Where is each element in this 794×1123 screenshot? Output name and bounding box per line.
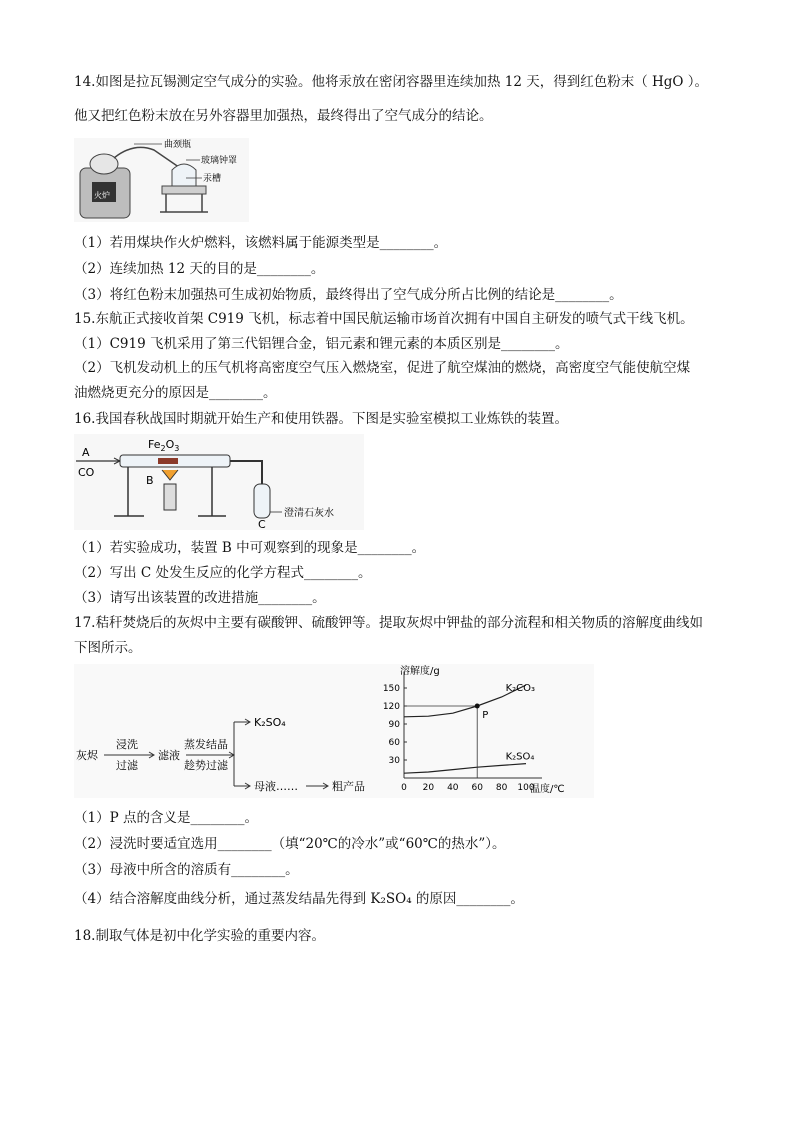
flow-step1-bottom: 过滤 [116, 759, 138, 772]
y-tick-label: 150 [382, 684, 400, 694]
flow-mother-liquor: 母液…… [254, 780, 298, 793]
q17-stem-line2: 下图所示。 [74, 640, 142, 656]
flow-step2-top: 蒸发结晶 [184, 738, 228, 751]
q15-sub2-line2: 油燃烧更充分的原因是________。 [74, 385, 277, 401]
q18-stem: 18.制取气体是初中化学实验的重要内容。 [74, 928, 325, 944]
flow-filtrate: 滤液 [158, 749, 180, 762]
x-tick-label: 40 [447, 783, 459, 793]
series-label: K₂SO₄ [505, 751, 535, 763]
flow-crude-product: 粗产品 [332, 780, 365, 793]
q17-stem-line1: 17.秸秆焚烧后的灰烬中主要有碳酸钾、硫酸钾等。提取灰烬中钾盐的部分流程和相关物质的溶解度曲线如 [74, 615, 703, 631]
y-axis-label: 溶解度/g [400, 666, 440, 677]
y-tick-label: 30 [388, 756, 400, 766]
label-c: C [258, 518, 266, 530]
fe2o3-label: $Fe_2O_3$ [148, 438, 180, 453]
iron-smelting-apparatus-figure [74, 434, 364, 530]
mercury-trough [162, 186, 206, 194]
q17-sub3: （3）母液中所含的溶质有________。 [74, 862, 299, 878]
x-tick-label: 0 [401, 783, 407, 793]
retort-label: 曲颈瓶 [164, 140, 192, 150]
trough-label: 汞槽 [203, 174, 222, 184]
y-tick-label: 90 [388, 720, 400, 730]
q17-sub4: （4）结合溶解度曲线分析，通过蒸发结晶先得到 K₂SO₄ 的原因________。 [74, 891, 524, 907]
flow-step1-top: 浸洗 [116, 738, 138, 751]
limewater-label: 澄清石灰水 [284, 508, 334, 519]
x-tick-label: 60 [471, 783, 483, 793]
q15-sub2-line1: （2）飞机发动机上的压气机将高密度空气压入燃烧室，促进了航空煤油的燃烧，高密度空气能使航空煤 [74, 360, 691, 376]
q14-sub3: （3）将红色粉末加强热可生成初始物质，最终得出了空气成分所占比例的结论是________。 [74, 287, 623, 303]
bell-jar-label: 玻璃钟罩 [201, 156, 238, 166]
flow-ash: 灰烬 [76, 749, 98, 762]
test-tube-c [254, 484, 270, 518]
label-co: CO [78, 466, 95, 479]
fe2o3-sample [158, 458, 178, 464]
q15-stem: 15.东航正式接收首架 C919 飞机，标志着中国民航运输市场首次拥有中国自主研发的喷气式干线飞机。 [74, 311, 694, 327]
lavoisier-apparatus-figure [74, 138, 249, 222]
q14-stem-line2: 他又把红色粉末放在另外容器里加强热，最终得出了空气成分的结论。 [74, 108, 493, 124]
x-tick-label: 20 [422, 783, 435, 793]
point-p [475, 704, 480, 709]
q17-sub1: （1）P 点的含义是________。 [74, 810, 258, 826]
q14-sub1: （1）若用煤块作火炉燃料，该燃料属于能源类型是________。 [74, 235, 448, 251]
q16-stem: 16.我国春秋战国时期就开始生产和使用铁器。下图是实验室模拟工业炼铁的装置。 [74, 411, 568, 427]
alcohol-lamp [164, 484, 176, 510]
q14-stem-line1: 14.如图是拉瓦锡测定空气成分的实验。他将汞放在密闭容器里连续加热 12 天，得到红色粉末（ HgO ）。 [74, 74, 709, 90]
y-tick-label: 60 [388, 738, 400, 748]
point-p-label: P [482, 710, 489, 721]
flow-and-solubility-figure [74, 664, 594, 798]
label-b: B [146, 474, 154, 487]
y-tick-label: 120 [382, 702, 400, 712]
series-label: K₂CO₃ [505, 683, 536, 694]
q17-sub2: （2）浸洗时要适宜选用________（填“20℃的冷水”或“60℃的热水”）。 [74, 836, 506, 852]
q15-sub1: （1）C919 飞机采用了第三代铝锂合金，铝元素和锂元素的本质区别是________。 [74, 336, 569, 352]
q16-sub1: （1）若实验成功，装置 B 中可观察到的现象是________。 [74, 540, 426, 556]
bell-jar [172, 164, 196, 186]
furnace-label: 火炉 [94, 191, 110, 200]
retort-flask [90, 154, 118, 174]
q16-sub2: （2）写出 C 处发生反应的化学方程式________。 [74, 565, 372, 581]
label-a: A [82, 446, 90, 459]
x-axis-label: 温度/℃ [530, 784, 565, 795]
x-tick-label: 100 [517, 783, 535, 793]
flow-step2-bottom: 趁势过滤 [184, 759, 228, 772]
q14-sub2: （2）连续加热 12 天的目的是________。 [74, 261, 325, 277]
q16-sub3: （3）请写出该装置的改进措施________。 [74, 590, 326, 606]
flow-product: K₂SO₄ [254, 716, 286, 729]
x-tick-label: 80 [495, 783, 508, 793]
